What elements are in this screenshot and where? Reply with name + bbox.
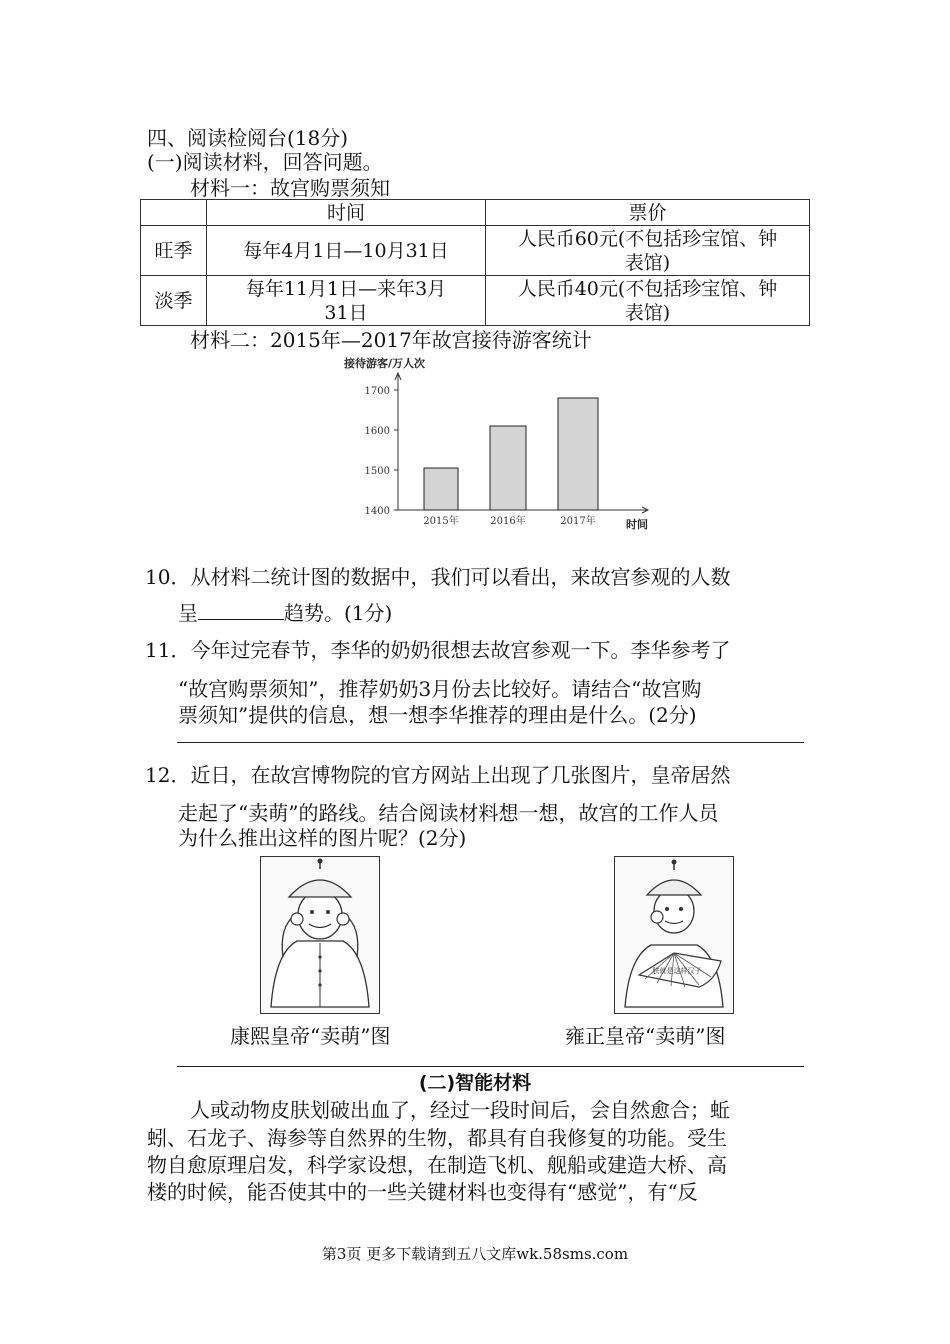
question-text: 近日，在故宫博物院的官方网站上出现了几张图片，皇帝居然 xyxy=(190,763,731,787)
time-line: 31日 xyxy=(324,301,368,324)
passage-line: 蚓、石龙子、海参等自然界的生物，都具有自我修复的功能。受生 xyxy=(147,1126,727,1150)
bar xyxy=(424,468,458,510)
material1-title: 材料一：故宫购票须知 xyxy=(190,176,390,200)
question-10-line2 xyxy=(178,601,392,625)
question-text: 呈 xyxy=(178,601,198,625)
table-row xyxy=(141,226,810,276)
answer-line[interactable] xyxy=(177,1066,804,1067)
part1-title: (一)阅读材料，回答问题。 xyxy=(147,150,383,174)
passage-line: 楼的时候，能否使其中的一些关键材料也变得有“感觉”，有“反 xyxy=(147,1180,698,1204)
section-title: 四、阅读检阅台(18分) xyxy=(147,126,349,150)
passage-line: 物自愈原理启发，科学家设想，在制造飞机、舰船或建造大桥、高 xyxy=(147,1153,727,1177)
question-text: 票须知”提供的信息，想一想李华推荐的理由是什么。(2分) xyxy=(178,703,697,727)
time-cell: 每年4月1日—10月31日 xyxy=(207,226,486,276)
time-cell xyxy=(207,276,486,326)
time-line: 每年11月1日—来年3月 xyxy=(245,277,447,300)
price-line: 表馆) xyxy=(624,251,671,274)
x-tick-label: 2015年 xyxy=(423,516,459,527)
question-number: 11． xyxy=(145,638,191,662)
y-tick-label: 1400 xyxy=(364,506,390,517)
table-row xyxy=(141,276,810,326)
caption-kangxi: 康熙皇帝“卖萌”图 xyxy=(230,1024,391,1048)
question-10 xyxy=(145,565,730,589)
table-header-cell xyxy=(141,200,207,226)
fill-blank[interactable] xyxy=(198,601,284,620)
yongzheng-illustration xyxy=(614,856,734,1014)
season-cell: 淡季 xyxy=(141,276,207,326)
part2-title: (二)智能材料 xyxy=(418,1072,532,1094)
page-footer: 第3页 更多下载请到五八文库wk.58sms.com xyxy=(321,1245,629,1263)
table-header-row xyxy=(141,200,810,226)
caption-yongzheng: 雍正皇帝“卖萌”图 xyxy=(565,1024,726,1048)
price-line: 人民币60元(不包括珍宝馆、钟 xyxy=(517,227,778,250)
x-axis-label: 时间 xyxy=(626,518,648,531)
question-text: 今年过完春节，李华的奶奶很想去故宫参观一下。李华参考了 xyxy=(190,638,731,662)
season-cell: 旺季 xyxy=(141,226,207,276)
question-text: 趋势。(1分) xyxy=(284,601,393,625)
price-line: 表馆) xyxy=(624,301,671,324)
kangxi-illustration xyxy=(260,856,380,1014)
table-header-cell: 票价 xyxy=(486,200,810,226)
material2-title: 材料二：2015年—2017年故宫接待游客统计 xyxy=(190,328,592,352)
question-text: 从材料二统计图的数据中，我们可以看出，来故宫参观的人数 xyxy=(190,565,731,589)
yongzheng-drawing xyxy=(615,857,733,1013)
price-line: 人民币40元(不包括珍宝馆、钟 xyxy=(517,277,778,300)
x-tick-label: 2016年 xyxy=(490,516,526,527)
question-text: 走起了“卖萌”的路线。结合阅读材料想一想，故宫的工作人员 xyxy=(178,801,719,825)
y-tick-label: 1500 xyxy=(364,466,390,477)
price-cell xyxy=(486,276,810,326)
price-cell xyxy=(486,226,810,276)
answer-line[interactable] xyxy=(177,742,804,743)
visitor-bar-chart xyxy=(340,352,660,534)
y-axis-label: 接待游客/万人次 xyxy=(344,357,426,370)
x-tick-label: 2017年 xyxy=(560,516,596,527)
question-number: 12． xyxy=(145,763,191,787)
ticket-table xyxy=(140,199,810,326)
question-11 xyxy=(145,638,730,662)
question-number: 10． xyxy=(145,565,191,589)
y-tick-label: 1700 xyxy=(364,386,390,397)
kangxi-drawing xyxy=(261,857,379,1013)
y-tick-label: 1600 xyxy=(364,426,390,437)
question-text: “故宫购票须知”，推荐奶奶3月份去比较好。请结合“故宫购 xyxy=(178,677,702,701)
passage-line: 人或动物皮肤划破出血了，经过一段时间后，会自然愈合；蚯 xyxy=(190,1098,730,1122)
bar xyxy=(490,426,526,510)
question-text: 为什么推出这样的图片呢？(2分) xyxy=(178,826,467,850)
bar xyxy=(558,398,598,510)
question-12 xyxy=(145,763,730,787)
fan-inscription: 朕就是这样汉子 xyxy=(652,967,702,975)
table-header-cell: 时间 xyxy=(207,200,486,226)
